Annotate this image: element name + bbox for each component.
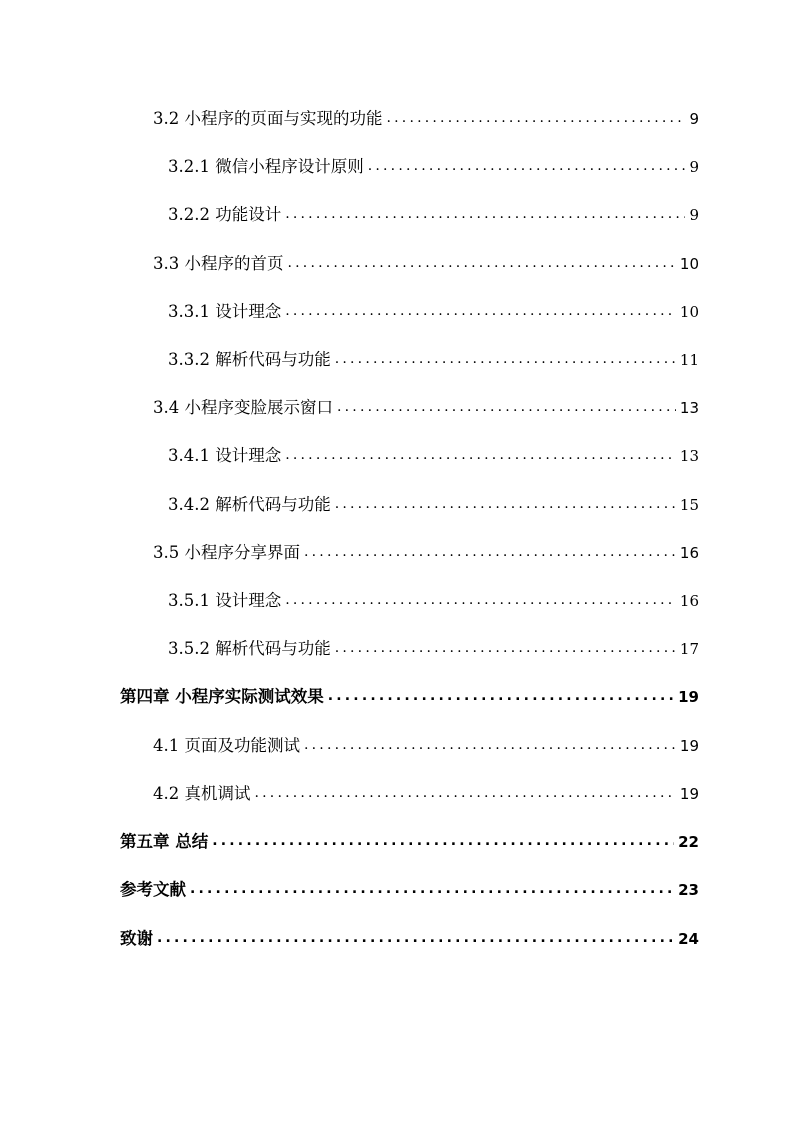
toc-entry-page: 16 — [679, 592, 699, 610]
toc-entry-page: 16 — [679, 544, 699, 562]
toc-entry-page: 9 — [689, 110, 699, 128]
toc-dot-leader — [212, 830, 674, 853]
toc-entry[interactable] — [153, 731, 699, 757]
toc-entry-title: 第四章 小程序实际测试效果 — [120, 687, 324, 706]
toc-entry[interactable] — [168, 297, 699, 323]
toc-entry-title: 3.3.1 设计理念 — [168, 302, 282, 321]
toc-dot-leader — [335, 493, 676, 516]
toc-entry-title: 3.2 小程序的页面与实现的功能 — [153, 109, 383, 128]
toc-entry-page: 17 — [679, 640, 699, 658]
toc-entry[interactable] — [168, 634, 699, 660]
toc-dot-leader — [285, 589, 676, 612]
toc-entry-page: 24 — [678, 930, 699, 948]
toc-dot-leader — [335, 637, 676, 660]
toc-entry-title: 3.3 小程序的首页 — [153, 254, 284, 273]
toc-entry[interactable] — [168, 586, 699, 612]
toc-entry-page: 19 — [679, 785, 699, 803]
toc-dot-leader — [304, 541, 676, 564]
toc-entry[interactable] — [168, 200, 699, 226]
toc-dot-leader — [387, 107, 686, 130]
toc-entry-page: 23 — [678, 881, 699, 899]
toc-entry-page: 13 — [679, 399, 699, 417]
toc-entry-page: 9 — [689, 158, 699, 176]
toc-entry[interactable] — [153, 249, 699, 275]
toc-entry-title: 3.3.2 解析代码与功能 — [168, 350, 331, 369]
toc-entry-page: 15 — [679, 496, 699, 514]
toc-entry[interactable] — [153, 104, 699, 130]
toc-dot-leader — [285, 444, 676, 467]
toc-entry-title: 4.2 真机调试 — [153, 784, 251, 803]
toc-entry[interactable] — [153, 538, 699, 564]
toc-entry-page: 10 — [679, 303, 699, 321]
toc-entry-page: 19 — [678, 688, 699, 706]
toc-entry-page: 11 — [679, 351, 699, 369]
toc-dot-leader — [288, 252, 676, 275]
toc-entry-page: 22 — [678, 833, 699, 851]
toc-dot-leader — [335, 348, 676, 371]
toc-entry[interactable] — [168, 152, 699, 178]
toc-dot-leader — [368, 155, 686, 178]
toc-entry[interactable] — [120, 682, 699, 708]
toc-entry-title: 3.4.2 解析代码与功能 — [168, 495, 331, 514]
toc-dot-leader — [190, 878, 674, 901]
toc-entry-title: 3.2.2 功能设计 — [168, 205, 282, 224]
toc-entry-title: 致谢 — [120, 929, 153, 948]
toc-entry-page: 13 — [679, 447, 699, 465]
toc-entry-title: 3.2.1 微信小程序设计原则 — [168, 157, 364, 176]
toc-dot-leader — [285, 300, 676, 323]
toc-entry[interactable] — [120, 924, 699, 950]
toc-entry-title: 3.5 小程序分享界面 — [153, 543, 300, 562]
toc-entry-title: 第五章 总结 — [120, 832, 209, 851]
toc-entry-title: 4.1 页面及功能测试 — [153, 736, 300, 755]
toc-entry[interactable] — [153, 779, 699, 805]
toc-entry[interactable] — [120, 875, 699, 901]
toc-entry[interactable] — [153, 393, 699, 419]
toc-entry[interactable] — [168, 490, 699, 516]
toc-entry-title: 3.4.1 设计理念 — [168, 446, 282, 465]
toc-dot-leader — [337, 396, 676, 419]
toc-entry-title: 3.5.2 解析代码与功能 — [168, 639, 331, 658]
toc-entry-page: 9 — [689, 206, 699, 224]
toc-dot-leader — [255, 782, 676, 805]
toc-entry[interactable] — [120, 827, 699, 853]
toc-dot-leader — [285, 203, 685, 226]
toc-entry-title: 3.5.1 设计理念 — [168, 591, 282, 610]
toc-entry[interactable] — [168, 441, 699, 467]
toc-entry-page: 19 — [679, 737, 699, 755]
toc-dot-leader — [304, 734, 676, 757]
toc-entry[interactable] — [168, 345, 699, 371]
toc-dot-leader — [157, 927, 674, 950]
toc-entry-title: 参考文献 — [120, 880, 186, 899]
toc-dot-leader — [328, 685, 674, 708]
toc-entry-page: 10 — [679, 255, 699, 273]
toc-entry-title: 3.4 小程序变脸展示窗口 — [153, 398, 333, 417]
